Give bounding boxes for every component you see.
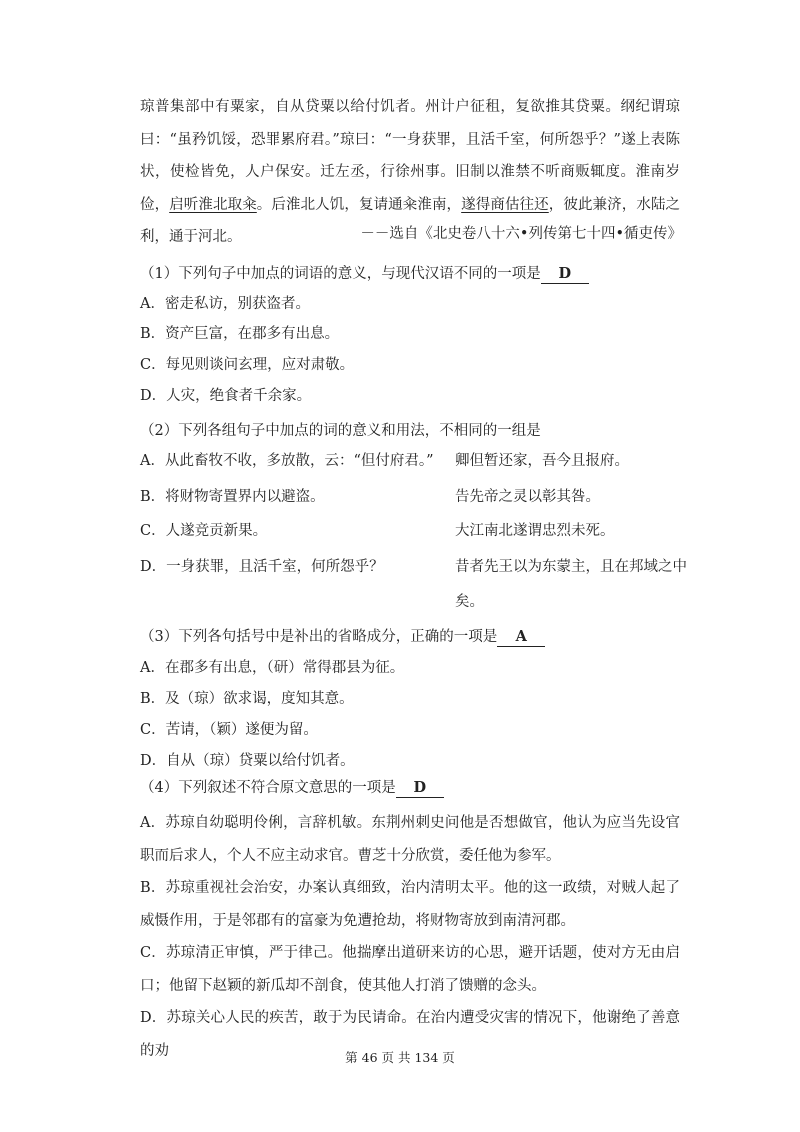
q4-answer: D (396, 779, 444, 798)
q2-option-a-left: A．从此畜牧不收，多放散，云：“但付府君。” (140, 453, 434, 469)
q2-option-b-right: 告先帝之灵以彰其咎。 (455, 489, 600, 505)
q2-option-d-left: D．一身获罪，且活千室，何所怨乎？ (140, 559, 384, 575)
q3-stem (140, 625, 545, 647)
q2-option-d-right: 昔者先王以为东蒙主，且在邦域之中 (455, 559, 687, 575)
q3-option-a: A．在郡多有出息，（研）常得郡县为征。 (140, 660, 405, 676)
q2-stem: （2）下列各组句子中加点的词的意义和用法，不相同的一组是 (140, 423, 541, 439)
q2-option-a-right: 卿但暂还家，吾今且报府。 (455, 453, 629, 469)
q3-option-d: D．自从（琼）贷粟以给付饥者。 (140, 753, 355, 769)
q4-stem-text: （4）下列叙述不符合原文意思的一项是 (140, 780, 396, 796)
passage-text-1: 琼普集部中有粟家，自从贷粟以给付饥者。州计户征租，复欲推其贷粟。纲纪谓琼曰：“虽矜饥馁，恐罪累府君。”琼曰：“一身获罪，且活千室，何所怨乎？”遂上表陈状，使检皆免，人户保安。迁左丞，行徐州事。旧制以淮禁不听商贩辄度。淮南岁俭， (140, 99, 680, 213)
q1-stem-text: （1）下列句子中加点的词语的意义，与现代汉语不同的一项是 (140, 266, 541, 282)
q4-stem (140, 776, 444, 798)
q2-option-b-left: B．将财物寄置界内以避盗。 (140, 489, 325, 505)
q3-stem-text: （3）下列各句括号中是补出的省略成分，正确的一项是 (140, 629, 498, 645)
passage-text-2: 。后淮北人饥，复请通籴淮南， (256, 196, 462, 213)
q2-option-c-right: 大江南北遂谓忠烈未死。 (455, 523, 615, 539)
q1-option-c: C．每见则谈问玄理，应对肃敬。 (140, 357, 355, 373)
q1-stem (140, 262, 589, 284)
passage-source: －－选自《北史卷八十六•列传第七十四•循吏传》 (360, 226, 682, 242)
q3-option-c: C．苦请，（颖）遂便为留。 (140, 722, 318, 738)
q4-option-a: A．苏琼自幼聪明伶俐，言辞机敏。东荆州刺史问他是否想做官，他认为应当先设官职而后求人，个人不应主动求官。曹芝十分欣赏，委任他为参军。 (140, 815, 680, 864)
passage-text-3: ，彼此兼济，水陆之利，通于河北。 (140, 196, 681, 245)
q3-answer: A (497, 628, 545, 647)
q4-option-d: D．苏琼关心人民的疾苦，敢于为民请命。在治内遭受灾害的情况下，他谢绝了善意的劝 (140, 1010, 680, 1059)
q2-option-c-left: C．人遂竞贡新果。 (140, 523, 268, 539)
q1-option-b: B．资产巨富，在郡多有出息。 (140, 326, 340, 342)
q4-option-c: C．苏琼清正审慎，严于律己。他揣摩出道研来访的心思，避开话题，使对方无由启口；他留下赵颖的新瓜却不剖食，使其他人打消了馈赠的念头。 (140, 945, 680, 994)
passage-underline-1: 启听淮北取籴 (169, 196, 257, 213)
q1-option-a: A．密走私访，别获盗者。 (140, 296, 310, 312)
q2-option-d-right-cont: 矣。 (455, 594, 484, 610)
passage-underline-2: 遂得商估往还 (461, 196, 549, 213)
q1-option-d: D．人灾，绝食者千余家。 (140, 388, 312, 404)
q3-option-b: B．及（琼）欲求谒，度知其意。 (140, 691, 354, 707)
q4-option-b: B．苏琼重视社会治安，办案认真细致，治内清明太平。他的这一政绩，对贼人起了威慑作用，于是邻郡有的富豪为免遭抢劫，将财物寄放到南清河郡。 (140, 880, 680, 929)
q1-answer: D (541, 265, 589, 284)
page-footer: 第 46 页 共 134 页 (345, 1050, 455, 1065)
